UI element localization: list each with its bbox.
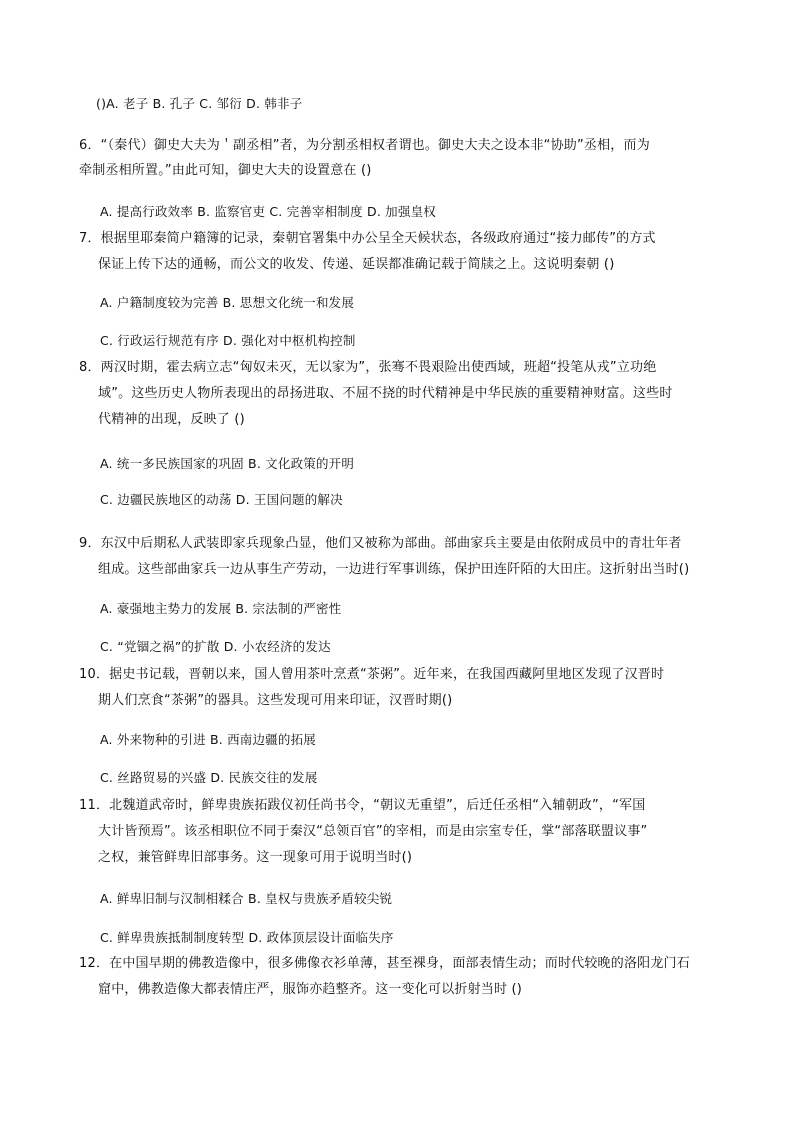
q11-text-line-2: 大计皆预焉”。该丞相职位不同于秦汉“总领百官”的宰相，而是由宗室专任，掌“部落联盟议事” [98, 824, 648, 839]
q8-options-cd: C. 边疆民族地区的动荡 D. 王国问题的解决 [100, 492, 343, 507]
q6-options: A. 提高行政效率 B. 监察官吏 C. 完善宰相制度 D. 加强皇权 [100, 204, 436, 219]
q12-text-line-1: 12．在中国早期的佛教造像中，很多佛像衣衫单薄，甚至裸身，面部表情生动；而时代较晚的洛阳龙门石 [79, 956, 690, 971]
q5-options: ()A. 老子 B. 孔子 C. 邹衍 D. 韩非子 [96, 96, 303, 111]
q10-text-line-1: 10．据史书记载，晋朝以来，国人曾用茶叶烹煮“茶粥”。近年来，在我国西藏阿里地区发现了汉晋时 [79, 667, 665, 682]
q7-text-line-1: 7．根据里耶秦简户籍簿的记录，秦朝官署集中办公呈全天候状态，各级政府通过“接力邮传”的方式 [79, 231, 656, 246]
q6-text-line-1: 6．“（秦代）御史大夫为＇副丞相”者，为分割丞相权者谓也。御史大夫之设本非“协助”丞相，而为 [79, 138, 650, 153]
q12-text-line-2: 窟中，佛教造像大都表情庄严，服饰亦趋整齐。这一变化可以折射当时 () [98, 982, 523, 997]
q9-options-cd: C. “党锢之祸”的扩散 D. 小农经济的发达 [100, 639, 331, 654]
q9-text-line-2: 组成。这些部曲家兵一边从事生产劳动，一边进行军事训练，保护田连阡陌的大田庄。这折射出当时() [98, 562, 690, 577]
q11-options-cd: C. 鲜卑贵族抵制制度转型 D. 政体顶层设计面临失序 [100, 930, 394, 945]
q10-options-cd: C. 丝路贸易的兴盛 D. 民族交往的发展 [100, 770, 318, 785]
q8-options-ab: A. 统一多民族国家的巩固 B. 文化政策的开明 [100, 456, 355, 471]
q10-text-line-2: 期人们烹食“茶粥”的器具。这些发现可用来印证，汉晋时期() [98, 693, 453, 708]
q10-options-ab: A. 外来物种的引进 B. 西南边疆的拓展 [100, 732, 316, 747]
q8-text-line-3: 代精神的出现，反映了 () [98, 412, 245, 427]
q11-text-line-1: 11．北魏道武帝时，鲜卑贵族拓跋仪初任尚书令，“朝议无重望”，后迁任丞相“入辅朝政”，“军国 [79, 798, 646, 813]
q6-text-line-2: 牵制丞相所置。”由此可知，御史大夫的设置意在 () [79, 163, 372, 178]
q9-options-ab: A. 豪强地主势力的发展 B. 宗法制的严密性 [100, 601, 342, 616]
q7-options-ab: A. 户籍制度较为完善 B. 思想文化统一和发展 [100, 295, 355, 310]
q8-text-line-1: 8．两汉时期，霍去病立志“匈奴未灭，无以家为”，张骞不畏艰险出使西域，班超“投笔从戎”立功绝 [79, 360, 657, 375]
q11-options-ab: A. 鲜卑旧制与汉制相糅合 B. 皇权与贵族矛盾较尖锐 [100, 891, 393, 906]
q8-text-line-2: 域”。这些历史人物所表现出的昂扬进取、不屈不挠的时代精神是中华民族的重要精神财富。这些时 [98, 386, 673, 401]
q7-options-cd: C. 行政运行规范有序 D. 强化对中枢机构控制 [100, 333, 356, 348]
q9-text-line-1: 9．东汉中后期私人武装即家兵现象凸显，他们又被称为部曲。部曲家兵主要是由依附成员中的青壮年者 [79, 536, 682, 551]
q7-text-line-2: 保证上传下达的通畅，而公文的收发、传递、延误都准确记载于简牍之上。这说明秦朝 () [98, 257, 615, 272]
q11-text-line-3: 之权，兼管鲜卑旧部事务。这一现象可用于说明当时() [98, 850, 413, 865]
